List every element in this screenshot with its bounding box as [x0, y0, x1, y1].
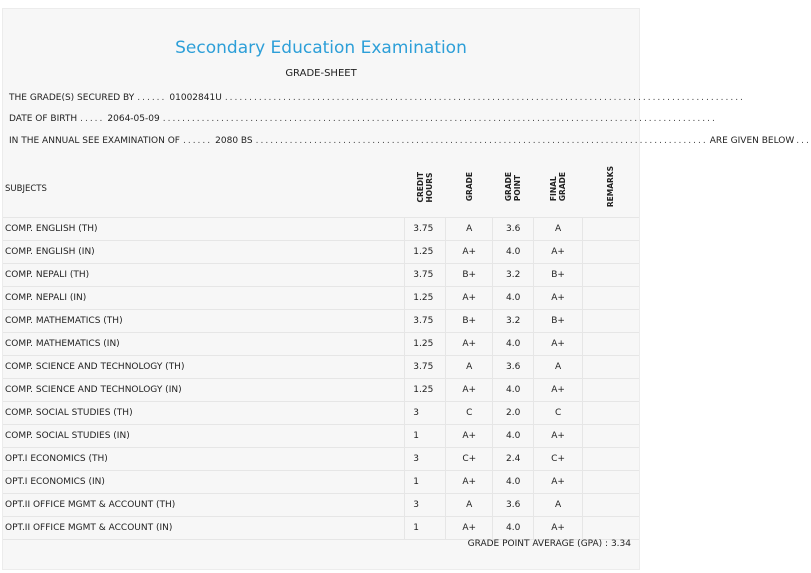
grade-cell: A — [446, 494, 493, 517]
grade-cell: C — [446, 402, 493, 425]
header-credit-hours: CREDIT HOURS — [405, 160, 446, 218]
remarks-cell — [583, 264, 639, 287]
table-row — [3, 218, 639, 241]
subject-cell: COMP. MATHEMATICS (TH) — [3, 310, 405, 333]
subject-cell: COMP. ENGLISH (TH) — [3, 218, 405, 241]
header-remarks: REMARKS — [583, 160, 639, 218]
subject-cell: OPT.I ECONOMICS (IN) — [3, 471, 405, 494]
info-dob: DATE OF BIRTH ..... 2064-05-09 .................................................................................................................. — [9, 114, 717, 124]
subject-cell: OPT.II OFFICE MGMT & ACCOUNT (IN) — [3, 517, 405, 540]
grade-cell: B+ — [446, 310, 493, 333]
grade-point-cell: 4.0 — [493, 333, 534, 356]
page-subtitle: GRADE-SHEET — [285, 68, 357, 79]
grade-point-cell: 2.0 — [493, 402, 534, 425]
grade-cell: C+ — [446, 448, 493, 471]
remarks-cell — [583, 241, 639, 264]
table-row — [3, 241, 639, 264]
credit-hours-cell: 1 — [405, 471, 446, 494]
grade-cell: A+ — [446, 333, 493, 356]
credit-hours-cell: 3.75 — [405, 218, 446, 241]
credit-hours-cell: 1 — [405, 517, 446, 540]
grade-point-cell: 4.0 — [493, 379, 534, 402]
grade-point-cell: 4.0 — [493, 517, 534, 540]
credit-hours-cell: 1 — [405, 425, 446, 448]
remarks-cell — [583, 218, 639, 241]
grade-point-cell: 3.6 — [493, 218, 534, 241]
grade-point-cell: 3.6 — [493, 494, 534, 517]
table-row — [3, 471, 639, 494]
final-grade-cell: C — [534, 402, 583, 425]
gpa-label: GRADE POINT AVERAGE (GPA) : — [467, 539, 609, 549]
final-grade-cell: B+ — [534, 310, 583, 333]
remarks-cell — [583, 448, 639, 471]
table-row — [3, 310, 639, 333]
credit-hours-cell: 1.25 — [405, 287, 446, 310]
grade-cell: A+ — [446, 517, 493, 540]
grade-cell: A+ — [446, 471, 493, 494]
table-header-row — [3, 160, 639, 218]
credit-hours-cell: 1.25 — [405, 333, 446, 356]
table-row — [3, 287, 639, 310]
gpa-value: 3.34 — [610, 539, 631, 549]
grade-cell: A+ — [446, 425, 493, 448]
table-row — [3, 379, 639, 402]
final-grade-cell: A+ — [534, 241, 583, 264]
final-grade-cell: A+ — [534, 287, 583, 310]
subject-cell: COMP. ENGLISH (IN) — [3, 241, 405, 264]
exam-value: 2080 BS — [215, 136, 253, 146]
grade-sheet — [2, 8, 811, 570]
final-grade-cell: A+ — [534, 425, 583, 448]
table-row — [3, 494, 639, 517]
header-final-grade: FINAL GRADE — [534, 160, 583, 218]
remarks-cell — [583, 425, 639, 448]
remarks-cell — [583, 310, 639, 333]
final-grade-cell: A+ — [534, 379, 583, 402]
remarks-cell — [583, 287, 639, 310]
remarks-cell — [583, 379, 639, 402]
grade-cell: A+ — [446, 241, 493, 264]
final-grade-cell: A — [534, 218, 583, 241]
subject-cell: OPT.I ECONOMICS (TH) — [3, 448, 405, 471]
grade-cell: A — [446, 218, 493, 241]
subject-cell: COMP. NEPALI (TH) — [3, 264, 405, 287]
grade-point-cell: 4.0 — [493, 287, 534, 310]
grades-table — [3, 160, 639, 540]
final-grade-cell: A — [534, 494, 583, 517]
table-row — [3, 425, 639, 448]
info-exam: IN THE ANNUAL SEE EXAMINATION OF ...... 2080 BS ............................................................................................. ARE GIVEN BELOW ... — [9, 136, 811, 146]
info-secured-by: THE GRADE(S) SECURED BY ...... 01002841U ........................................................................................................... — [9, 93, 745, 103]
exam-label: IN THE ANNUAL SEE EXAMINATION OF — [9, 136, 180, 146]
credit-hours-cell: 3.75 — [405, 310, 446, 333]
table-row — [3, 264, 639, 287]
remarks-cell — [583, 356, 639, 379]
secured-by-label: THE GRADE(S) SECURED BY — [9, 93, 135, 103]
subject-cell: COMP. SCIENCE AND TECHNOLOGY (IN) — [3, 379, 405, 402]
grade-point-cell: 3.2 — [493, 264, 534, 287]
grade-cell: A+ — [446, 287, 493, 310]
header-subjects: SUBJECTS — [3, 160, 405, 218]
table-row — [3, 333, 639, 356]
credit-hours-cell: 1.25 — [405, 379, 446, 402]
credit-hours-cell: 1.25 — [405, 241, 446, 264]
table-row — [3, 448, 639, 471]
subject-cell: COMP. MATHEMATICS (IN) — [3, 333, 405, 356]
grade-point-cell: 4.0 — [493, 241, 534, 264]
final-grade-cell: A+ — [534, 517, 583, 540]
remarks-cell — [583, 471, 639, 494]
subject-cell: COMP. SCIENCE AND TECHNOLOGY (TH) — [3, 356, 405, 379]
subject-cell: OPT.II OFFICE MGMT & ACCOUNT (TH) — [3, 494, 405, 517]
final-grade-cell: B+ — [534, 264, 583, 287]
grade-cell: A+ — [446, 379, 493, 402]
grade-point-cell: 3.2 — [493, 310, 534, 333]
final-grade-cell: A — [534, 356, 583, 379]
remarks-cell — [583, 402, 639, 425]
page-title: Secondary Education Examination — [175, 38, 467, 58]
final-grade-cell: A+ — [534, 471, 583, 494]
symbol-number: 01002841U — [169, 93, 222, 103]
header-grade: GRADE — [446, 160, 493, 218]
subject-cell: COMP. NEPALI (IN) — [3, 287, 405, 310]
dob-value: 2064-05-09 — [107, 114, 160, 124]
grade-point-cell: 3.6 — [493, 356, 534, 379]
grade-cell: B+ — [446, 264, 493, 287]
exam-suffix: ARE GIVEN BELOW — [709, 136, 795, 146]
remarks-cell — [583, 517, 639, 540]
subject-cell: COMP. SOCIAL STUDIES (TH) — [3, 402, 405, 425]
credit-hours-cell: 3 — [405, 402, 446, 425]
dob-label: DATE OF BIRTH — [9, 114, 78, 124]
credit-hours-cell: 3.75 — [405, 264, 446, 287]
credit-hours-cell: 3 — [405, 494, 446, 517]
subject-cell: COMP. SOCIAL STUDIES (IN) — [3, 425, 405, 448]
credit-hours-cell: 3 — [405, 448, 446, 471]
credit-hours-cell: 3.75 — [405, 356, 446, 379]
gpa-summary — [468, 539, 631, 549]
grade-cell: A — [446, 356, 493, 379]
final-grade-cell: A+ — [534, 333, 583, 356]
table-row — [3, 517, 639, 540]
table-row — [3, 356, 639, 379]
remarks-cell — [583, 333, 639, 356]
grade-point-cell: 4.0 — [493, 425, 534, 448]
remarks-cell — [583, 494, 639, 517]
header-grade-point: GRADE POINT — [493, 160, 534, 218]
grade-point-cell: 4.0 — [493, 471, 534, 494]
final-grade-cell: C+ — [534, 448, 583, 471]
table-row — [3, 402, 639, 425]
grade-point-cell: 2.4 — [493, 448, 534, 471]
